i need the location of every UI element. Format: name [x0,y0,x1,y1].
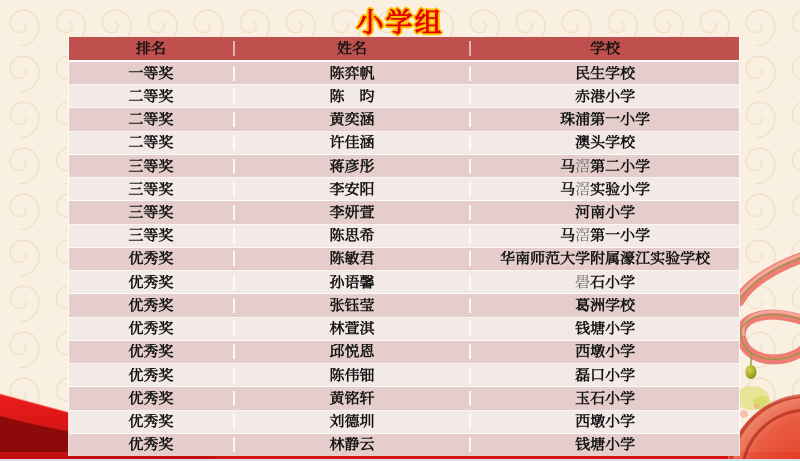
name-cell: 陈 昀 [235,89,471,104]
school-cell: 民生学校 [575,65,636,81]
rank-cell: 优秀奖 [69,251,235,266]
page-title: 小学组 [356,8,444,38]
header-rank: 排名 [69,41,235,56]
name-cell: 黄铭轩 [235,391,471,406]
name-cell: 孙语馨 [235,275,471,290]
name-cell: 李安阳 [235,182,471,197]
table-row [69,434,739,456]
school-cell: 华南师范大学附属濠江实验学校 [500,251,711,267]
table-row [69,132,739,155]
table-row [69,387,739,410]
fallback-glyph: 滘 [575,228,591,244]
name-cell: 林静云 [235,437,471,452]
name-cell: 张钰莹 [235,298,471,313]
name-cell: 黄奕涵 [235,112,471,127]
rank-cell: 三等奖 [69,182,235,197]
fallback-glyph: 礐 [575,274,591,290]
table-row [69,248,739,271]
school-cell: 西墩小学 [575,344,636,360]
school-cell: 马滘第一小学 [560,228,651,244]
name-cell: 林萱淇 [235,321,471,336]
name-cell: 陈伟钿 [235,368,471,383]
table-row [69,62,739,85]
rank-cell: 二等奖 [69,89,235,104]
table-row [69,364,739,387]
rank-cell: 优秀奖 [69,391,235,406]
table-row [69,108,739,131]
rank-cell: 三等奖 [69,228,235,243]
name-cell: 陈思希 [235,228,471,243]
rank-cell: 优秀奖 [69,344,235,359]
school-cell: 西墩小学 [575,414,636,430]
fallback-glyph: 滘 [575,158,591,174]
fallback-glyph: 滘 [575,181,591,197]
table-row [69,294,739,317]
school-cell: 钱塘小学 [575,437,636,453]
name-cell: 陈弈帆 [235,66,471,81]
rank-cell: 优秀奖 [69,414,235,429]
rank-cell: 一等奖 [69,66,235,81]
school-cell: 钱塘小学 [575,321,636,337]
school-cell: 珠浦第一小学 [560,112,651,128]
name-cell: 邱悦恩 [235,344,471,359]
rank-cell: 优秀奖 [69,298,235,313]
table-row [69,178,739,201]
rank-cell: 优秀奖 [69,321,235,336]
name-cell: 蒋彦彤 [235,159,471,174]
rank-cell: 优秀奖 [69,437,235,452]
name-cell: 刘德圳 [235,414,471,429]
school-cell: 马滘实验小学 [560,181,651,197]
header-name: 姓名 [235,41,471,56]
school-cell: 葛洲学校 [575,297,636,313]
school-cell: 河南小学 [575,205,636,221]
table-row [69,85,739,108]
rank-cell: 三等奖 [69,159,235,174]
school-cell: 澳头学校 [575,135,636,151]
table-row [69,225,739,248]
rank-cell: 优秀奖 [69,368,235,383]
school-cell: 磊口小学 [575,367,636,383]
table-body [69,62,739,456]
rank-cell: 二等奖 [69,135,235,150]
table-row [69,271,739,294]
table-row [69,201,739,224]
name-cell: 许佳涵 [235,135,471,150]
rank-cell: 二等奖 [69,112,235,127]
rank-cell: 三等奖 [69,205,235,220]
name-cell: 李妍萱 [235,205,471,220]
table-row [69,411,739,434]
table-header-row [69,37,739,62]
table-row [69,155,739,178]
school-cell: 玉石小学 [575,390,636,406]
header-school: 学校 [590,41,621,56]
school-cell: 赤港小学 [575,88,636,104]
table-row [69,318,739,341]
school-cell: 马滘第二小学 [560,158,651,174]
rank-cell: 优秀奖 [69,275,235,290]
results-table [68,37,740,456]
school-cell: 礐石小学 [575,274,636,290]
name-cell: 陈敏君 [235,251,471,266]
table-row [69,341,739,364]
